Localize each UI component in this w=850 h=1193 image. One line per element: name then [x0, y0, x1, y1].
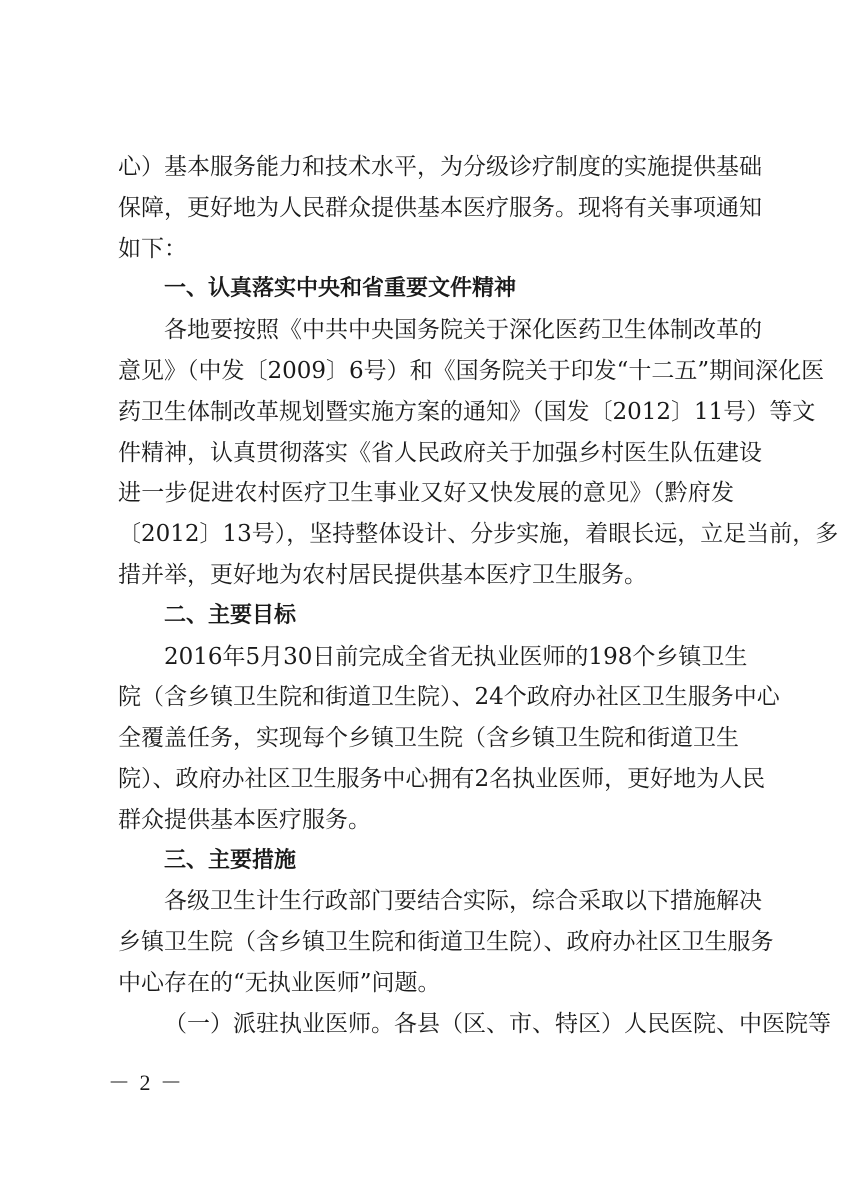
section-heading-1: 一、认真落实中央和省重要文件精神 — [164, 276, 517, 302]
page-number: － 2 － — [108, 1070, 185, 1095]
text-line: 院）、政府办社区卫生服务中心拥有2名执业医师，更好地为人民 — [118, 765, 766, 792]
text-line: 进一步促进农村医疗卫生事业又好又快发展的意见》（黔府发 — [118, 480, 734, 507]
text-line: 心）基本服务能力和技术水平，为分级诊疗制度的实施提供基础 — [118, 154, 762, 180]
text-line: （一）派驻执业医师。各县（区、市、特区）人民医院、中医院等 — [164, 1010, 831, 1037]
text-line: 意见》（中发〔2009〕6号）和《国务院关于印发“十二五”期间深化医 — [118, 357, 825, 384]
document-body — [118, 147, 839, 1045]
text-line: 全覆盖任务，实现每个乡镇卫生院（含乡镇卫生院和街道卫生 — [118, 725, 739, 752]
text-line: 2016年5月30日前完成全省无执业医师的198个乡镇卫生 — [164, 643, 748, 670]
text-line: 如下： — [118, 235, 187, 262]
text-line: 保障，更好地为人民群众提供基本医疗服务。现将有关事项通知 — [118, 194, 762, 221]
text-line: 院（含乡镇卫生院和街道卫生院）、24个政府办社区卫生服务中心 — [118, 684, 780, 711]
text-line: 措并举，更好地为农村居民提供基本医疗卫生服务。 — [118, 561, 647, 588]
section-heading-2: 二、主要目标 — [164, 602, 297, 628]
text-line: 药卫生体制改革规划暨实施方案的通知》（国发〔2012〕11号）等文 — [118, 398, 816, 425]
text-line: 各地要按照《中共中央国务院关于深化医药卫生体制改革的 — [164, 317, 762, 344]
section-heading-3: 三、主要措施 — [164, 847, 297, 873]
text-line: 中心存在的“无执业医师”问题。 — [118, 969, 441, 996]
text-line: 件精神，认真贯彻落实《省人民政府关于加强乡村医生队伍建设 — [118, 439, 762, 466]
text-line: 各级卫生计生行政部门要结合实际，综合采取以下措施解决 — [164, 888, 762, 915]
text-line: 〔2012〕13号），坚持整体设计、分步实施，着眼长远，立足当前，多 — [118, 521, 839, 548]
text-line: 群众提供基本医疗服务。 — [118, 806, 371, 833]
text-line: 乡镇卫生院（含乡镇卫生院和街道卫生院）、政府办社区卫生服务 — [118, 929, 774, 956]
